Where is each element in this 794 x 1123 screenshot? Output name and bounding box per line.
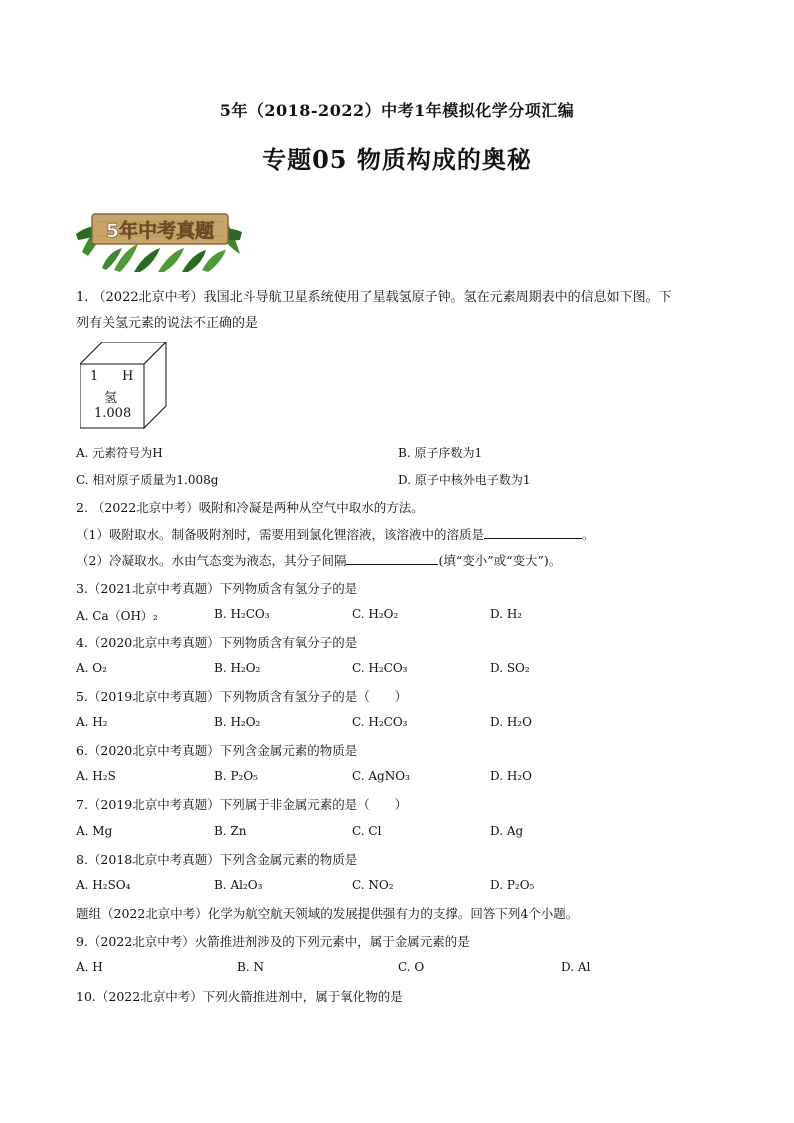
q4-option-a[interactable]: A. O₂ (76, 661, 107, 675)
q1-options-row1 (76, 444, 736, 462)
q2-part1-end: 。 (581, 527, 595, 542)
group-intro: 题组（2022北京中考）化学为航空航天领域的发展提供强有力的支撑。回答下列4个小题。 (76, 906, 579, 921)
q4-option-c[interactable]: C. H₂CO₃ (352, 661, 408, 675)
q4-option-b[interactable]: B. H₂O₂ (214, 661, 261, 675)
q10-stem: 10.（2022北京中考）下列火箭推进剂中，属于氧化物的是 (76, 989, 403, 1004)
q6-option-a[interactable]: A. H₂S (76, 769, 116, 783)
q3-option-c[interactable]: C. H₂O₂ (352, 607, 399, 621)
q1-option-c[interactable]: C. 相对原子质量为1.008g (76, 473, 219, 487)
q5-options (76, 715, 736, 733)
q7-option-d[interactable]: D. Ag (490, 824, 524, 838)
q4-options (76, 661, 736, 679)
element-name: 氢 (104, 391, 118, 406)
q3-option-b[interactable]: B. H₂CO₃ (214, 607, 270, 621)
q2-part1-text: （1）吸附取水。制备吸附剂时，需要用到氯化锂溶液，该溶液中的溶质是 (76, 527, 484, 542)
q5-stem: 5.（2019北京中考真题）下列物质含有氢分子的是（ ） (76, 689, 408, 704)
q8-option-a[interactable]: A. H₂SO₄ (76, 878, 131, 892)
q8-stem: 8.（2018北京中考真题）下列含金属元素的物质是 (76, 852, 358, 867)
q1-stem-line1: 1. （2022北京中考）我国北斗导航卫星系统使用了星载氢原子钟。氢在元素周期表中的信息如下图。下 (76, 290, 672, 305)
q3-options (76, 607, 736, 625)
q7-option-b[interactable]: B. Zn (214, 824, 247, 838)
q5-option-d[interactable]: D. H₂O (490, 715, 532, 729)
q3-stem: 3.（2021北京中考真题）下列物质含有氢分子的是 (76, 581, 358, 596)
q9-option-b[interactable]: B. N (237, 960, 264, 974)
q3-option-d[interactable]: D. H₂ (490, 607, 523, 621)
q6-stem: 6.（2020北京中考真题）下列含金属元素的物质是 (76, 743, 358, 758)
q2-part2 (76, 551, 561, 569)
q1-options-row2 (76, 471, 736, 489)
q3-option-a[interactable]: A. Ca（OH）₂ (76, 609, 158, 623)
q8-options (76, 878, 736, 896)
q2-part1 (76, 525, 594, 543)
element-mass: 1.008 (94, 406, 132, 421)
document-title: 5年（2018-2022）中考1年模拟化学分项汇编 (219, 101, 575, 120)
q2-part2-end: (填“变小”或“变大”)。 (438, 553, 562, 568)
q9-option-a[interactable]: A. H (76, 960, 103, 974)
q2-answer-blank-2[interactable] (346, 552, 438, 565)
q1-stem-line2: 列有关氢元素的说法不正确的是 (76, 316, 259, 331)
q9-option-d[interactable]: D. Al (561, 960, 591, 974)
q1-option-d[interactable]: D. 原子中核外电子数为1 (398, 473, 531, 487)
q7-options (76, 824, 736, 842)
q1-option-a[interactable]: A. 元素符号为H (76, 446, 163, 460)
q5-option-c[interactable]: C. H₂CO₃ (352, 715, 408, 729)
q9-option-c[interactable]: C. O (398, 960, 425, 974)
q2-answer-blank-1[interactable] (484, 526, 582, 539)
q4-stem: 4.（2020北京中考真题）下列物质含有氧分子的是 (76, 635, 358, 650)
q2-part2-text: （2）冷凝取水。水由气态变为液态，其分子间隔 (76, 553, 347, 568)
q1-option-b[interactable]: B. 原子序数为1 (398, 446, 483, 460)
q6-option-b[interactable]: B. P₂O₅ (214, 769, 258, 783)
q8-option-b[interactable]: B. Al₂O₃ (214, 878, 263, 892)
q5-option-b[interactable]: B. H₂O₂ (214, 715, 261, 729)
q5-option-a[interactable]: A. H₂ (76, 715, 108, 729)
q9-stem: 9.（2022北京中考）火箭推进剂涉及的下列元素中，属于金属元素的是 (76, 934, 470, 949)
q8-option-c[interactable]: C. NO₂ (352, 878, 394, 892)
q6-options (76, 769, 736, 787)
q7-stem: 7.（2019北京中考真题）下列属于非金属元素的是（ ） (76, 797, 408, 812)
banner-text: 5年中考真题 (105, 220, 215, 242)
document-subtitle: 专题05 物质构成的奥秘 (262, 145, 532, 174)
q2-stem: 2. （2022北京中考）吸附和冷凝是两种从空气中取水的方法。 (76, 500, 424, 515)
element-atomic-number: 1 (90, 369, 99, 384)
q6-option-c[interactable]: C. AgNO₃ (352, 769, 410, 783)
q7-option-a[interactable]: A. Mg (76, 824, 113, 838)
q8-option-d[interactable]: D. P₂O₅ (490, 878, 535, 892)
q7-option-c[interactable]: C. Cl (352, 824, 382, 838)
q4-option-d[interactable]: D. SO₂ (490, 661, 530, 675)
section-banner (74, 194, 244, 272)
q6-option-d[interactable]: D. H₂O (490, 769, 532, 783)
element-symbol: H (122, 369, 134, 384)
q9-options (76, 960, 736, 978)
